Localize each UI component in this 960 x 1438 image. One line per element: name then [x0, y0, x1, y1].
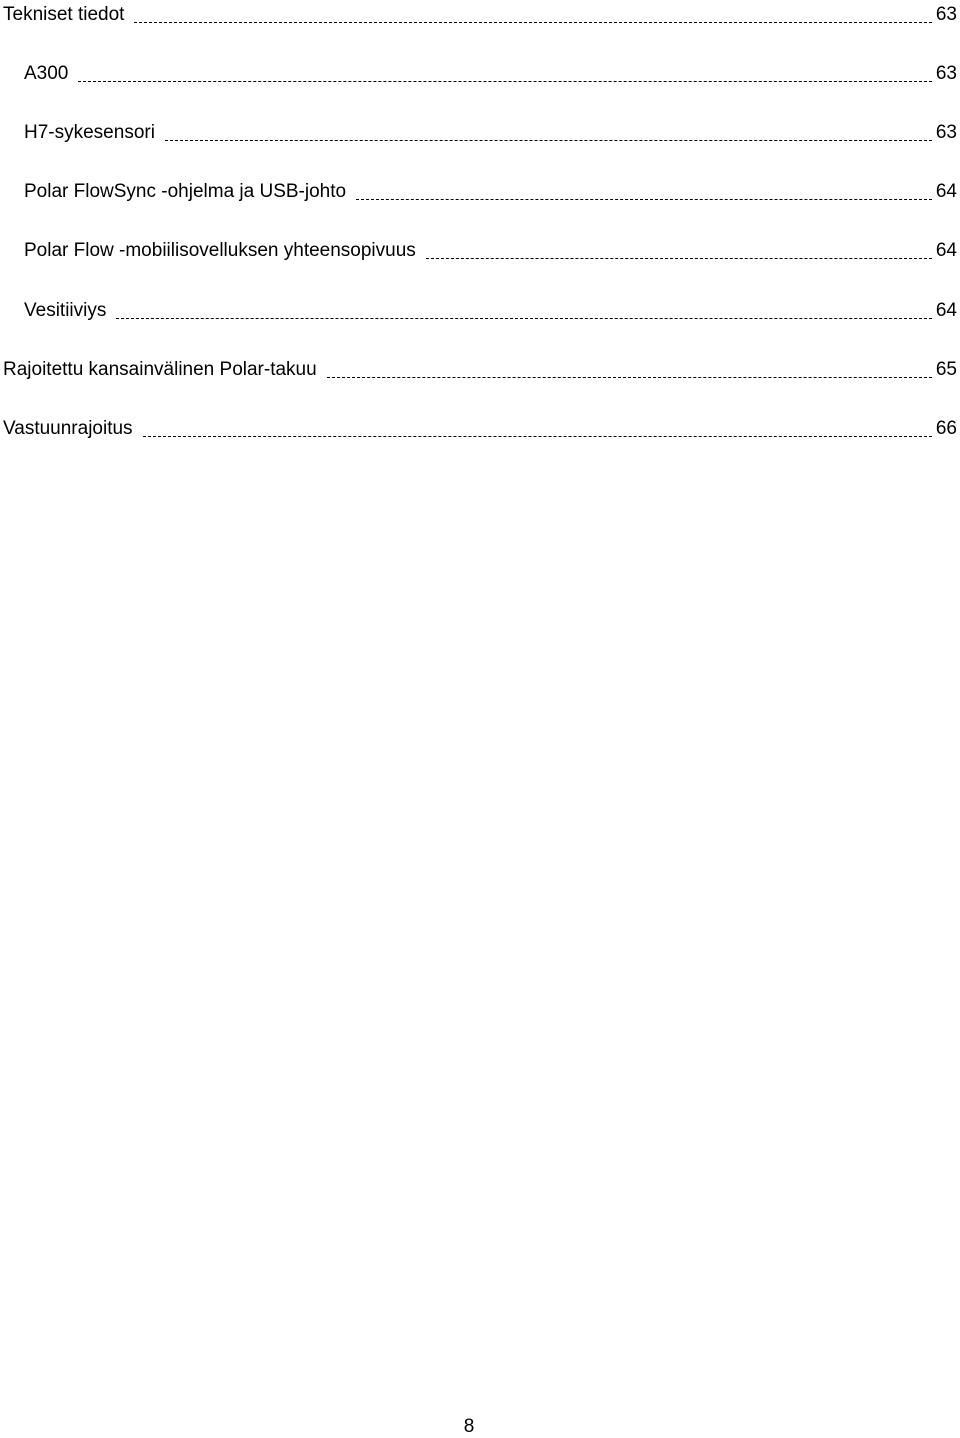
toc-entry-title: Tekniset tiedot — [3, 4, 125, 25]
toc-leader-dots — [356, 199, 932, 200]
toc-entry-page: 63 — [935, 63, 957, 84]
toc-entry-page: 66 — [935, 418, 957, 439]
toc-entry-page: 64 — [935, 300, 957, 321]
toc-entry-flow-mobile-compat[interactable] — [0, 232, 957, 262]
toc-entry-title: Vastuunrajoitus — [3, 418, 133, 439]
toc-entry-title: Vesitiiviys — [24, 300, 107, 321]
toc-leader-dots — [116, 318, 932, 319]
toc-entry-page: 63 — [935, 122, 957, 143]
toc-entry-page: 64 — [935, 181, 957, 202]
toc-entry-a300[interactable] — [0, 55, 957, 85]
toc-leader-dots — [426, 258, 932, 259]
page-number: 8 — [463, 1416, 475, 1437]
toc-entry-vastuunrajoitus[interactable] — [0, 410, 957, 440]
toc-entry-page: 64 — [935, 240, 957, 261]
toc-leader-dots — [78, 81, 931, 82]
toc-entry-page: 63 — [935, 4, 957, 25]
toc-entry-title: A300 — [24, 63, 69, 84]
toc-leader-dots — [327, 377, 932, 378]
toc-entry-page: 65 — [935, 359, 957, 380]
toc-entry-title: Polar FlowSync -ohjelma ja USB-johto — [24, 181, 347, 202]
toc-entry-tekniset-tiedot[interactable] — [0, 0, 957, 26]
toc-leader-dots — [165, 140, 932, 141]
toc-entry-flowsync[interactable] — [0, 173, 957, 203]
toc-entry-title: Rajoitettu kansainvälinen Polar-takuu — [3, 359, 317, 380]
toc-entry-title: H7-sykesensori — [24, 122, 155, 143]
toc-entry-title: Polar Flow -mobiilisovelluksen yhteensopivuus — [24, 240, 416, 261]
toc-entry-h7-sykesensori[interactable] — [0, 114, 957, 144]
toc-entry-takuu[interactable] — [0, 351, 957, 381]
toc-entry-vesitiiviys[interactable] — [0, 292, 957, 322]
toc-leader-dots — [134, 22, 931, 23]
toc-leader-dots — [143, 436, 932, 437]
